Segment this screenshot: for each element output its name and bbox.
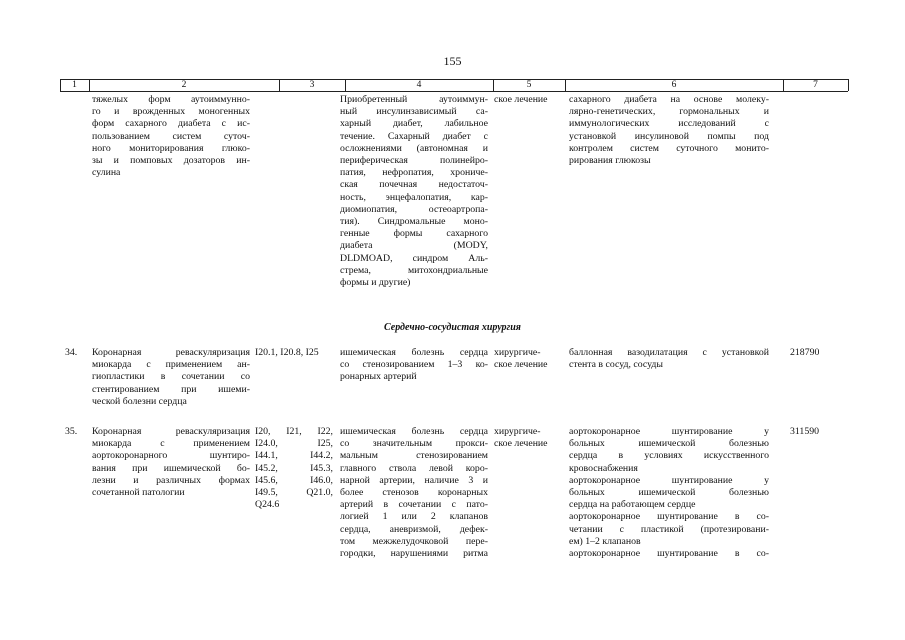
row-34-icd-codes: I20.1, I20.8, I25 [255, 347, 319, 358]
row-34-diagnosis: ишемическая болезнь сердца со стенозированием 1–3 ко- ронарных артерий [340, 347, 488, 383]
continuation-diagnosis: Приобретенный аутоиммун- ный инсулинзависимый са- харный диабет, лабильное течение. Сахарный диабет с осложнениями (автономная и периферическая полинейро- патия, нефропатия, хрониче- ская почечная недостаточ- ность, энцефалопатия, кар- диомиопатия, остеоартропа- тия). Синдромальные моно- генные формы сахарного диабета (MODY, DLDMOAD, синдром Аль- стрема, митохондриальные формы и другие) [340, 94, 488, 289]
row-34-treatment-type: хирургиче- ское лечение [494, 347, 548, 371]
column-header-5: 5 [526, 80, 532, 90]
row-35-treatment-type: хирургиче- ское лечение [494, 426, 548, 450]
column-divider [279, 79, 280, 91]
column-header-7: 7 [813, 80, 818, 90]
table-header [60, 79, 848, 92]
row-35-price: 311590 [790, 426, 820, 437]
column-header-2: 2 [181, 80, 187, 90]
row-34-price: 218790 [790, 347, 820, 358]
continuation-method-name: тяжелых форм аутоиммунно- го и врожденных моногенных форм сахарного диабета с ис- пользованием систем суточ- ного мониторирования глюко- зы и помповых дозаторов ин- сулина [92, 94, 250, 179]
row-34-method-name: Коронарная реваскуляризация миокарда с применением ан- гиопластики в сочетании со стентированием при ишеми- ческой болезни сердца [92, 347, 250, 407]
row-35-method: аортокоронарное шунтирование у больных ишемической болезнью сердца в условиях искусственного кровоснабжения аортокоронарное шунтирование у больных ишемической болезнью сердца на работающем сердце аортокоронарное шунтирование в со- четании с пластикой (протезировани- ем) 1–2 клапанов аортокоронарное шунтирование в со- [569, 426, 769, 560]
column-divider [60, 79, 61, 91]
row-35-number: 35. [65, 426, 78, 437]
page-number: 155 [443, 54, 462, 68]
continuation-method: сахарного диабета на основе молеку- лярно-генетических, гормональных и иммунологических исследований с установкой инсулиновой помпы под контролем систем суточного монито- рирования глюкозы [569, 94, 769, 167]
column-divider [345, 79, 346, 91]
column-divider [89, 79, 90, 91]
column-header-3: 3 [309, 80, 315, 90]
row-35-icd-codes: I20, I21, I22, I24.0, I25, I44.1, I44.2, I45.2, I45.3, I45.6, I46.0, I49.5, Q21.0, Q24.6 [255, 426, 333, 511]
row-34-method: баллонная вазодилатация с установкой стента в сосуд, сосуды [569, 347, 769, 371]
column-divider [565, 79, 566, 91]
row-35-diagnosis: ишемическая болезнь сердца со значительным прокси- мальным стенозированием главного ствола левой коро- нарной артерии, наличие 3 и более стенозов коронарных артерий в сочетании с пато- логией 1 или 2 клапанов сердца, аневризмой, дефек- том межжелудочковой пере- городки, нарушениями ритма [340, 426, 488, 560]
column-divider [848, 79, 849, 91]
section-title: Сердечно-сосудистая хирургия [384, 322, 521, 333]
column-header-1: 1 [72, 80, 77, 90]
column-header-4: 4 [416, 80, 422, 90]
column-divider [493, 79, 494, 91]
column-header-6: 6 [671, 80, 677, 90]
continuation-treatment-type: ское лечение [494, 94, 548, 105]
row-34-number: 34. [65, 347, 78, 358]
row-35-method-name: Коронарная реваскуляризация миокарда с применением аортокоронарного шунтиро- вания при ишемической бо- лезни и различных формах сочетанной патологии [92, 426, 250, 499]
column-divider [783, 79, 784, 91]
